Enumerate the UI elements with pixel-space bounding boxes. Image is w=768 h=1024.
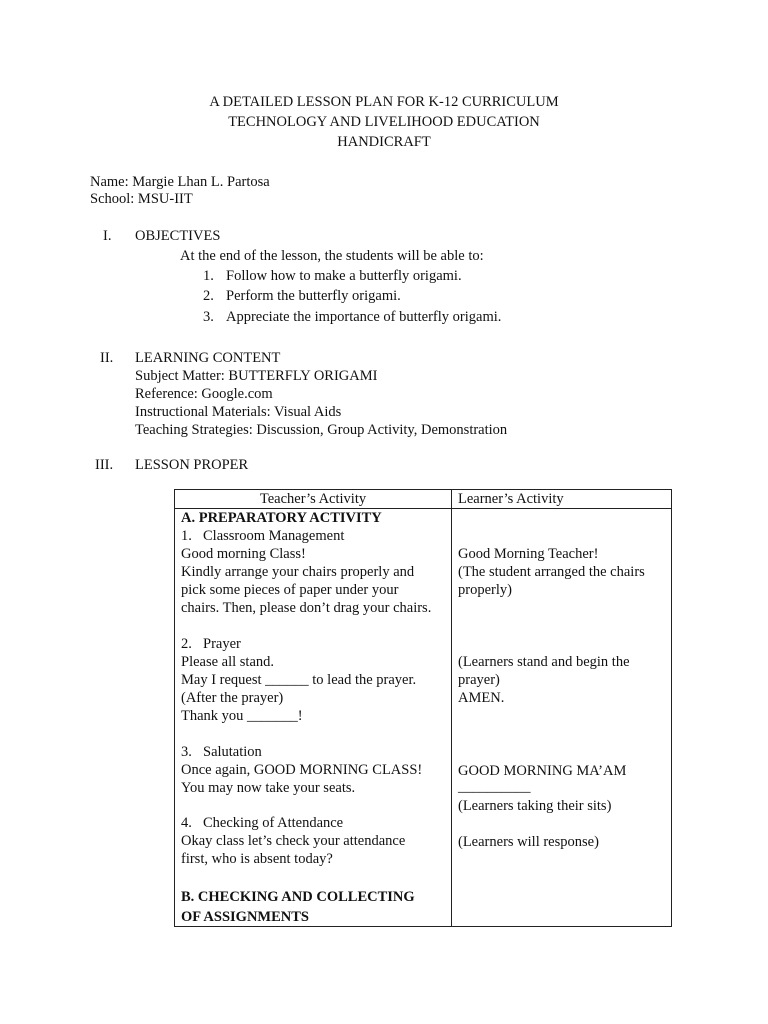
objective-item: Perform the butterfly origami. [226,288,401,304]
title-line-3: HANDICRAFT [337,134,431,150]
learner-activity-cell [452,509,672,927]
table-row [175,509,672,927]
section-a-heading: A. PREPARATORY ACTIVITY [181,510,382,526]
table-header-row [175,490,672,509]
step-heading [181,635,445,653]
objectives-intro: At the end of the lesson, the students will be able to: [180,248,484,264]
teacher-line: Okay class let’s check your attendance [181,833,406,849]
column-header-teacher: Teacher’s Activity [175,490,452,509]
objective-number: 3. [203,309,214,325]
reference: Reference: Google.com [135,386,273,402]
learner-line: GOOD MORNING MA’AM [458,763,627,779]
learner-line: prayer) [458,672,500,688]
objective-number: 2. [203,288,214,304]
teacher-line: Please all stand. [181,654,275,670]
step-title: Salutation [203,744,262,760]
teacher-line: Once again, GOOD MORNING CLASS! [181,762,423,778]
section-title-learning-content: LEARNING CONTENT [135,350,281,366]
section-title-objectives: OBJECTIVES [135,228,221,244]
teacher-line: Thank you _______! [181,708,303,724]
spacer [458,635,665,653]
learner-line: (The student arranged the chairs [458,564,645,580]
teacher-line: Good morning Class! [181,546,306,562]
title-line-1: A DETAILED LESSON PLAN FOR K-12 CURRICULUM [209,94,559,110]
teacher-line: pick some pieces of paper under your [181,582,399,598]
learner-line: (Learners will response) [458,834,599,850]
teacher-line: Kindly arrange your chairs properly and [181,564,415,580]
step-heading [181,527,445,545]
teacher-line: chairs. Then, please don’t drag your chairs. [181,600,432,616]
section-title-lesson-proper: LESSON PROPER [135,457,249,473]
learner-line: (Learners stand and begin the [458,654,630,670]
lesson-table [174,489,672,927]
spacer [458,743,665,761]
teacher-line: (After the prayer) [181,690,284,706]
section-numeral-3: III. [95,457,114,473]
spacer [458,599,665,617]
step-number: 1. [181,528,192,544]
objective-item: Follow how to make a butterfly origami. [226,268,462,284]
step-number: 4. [181,815,192,831]
teacher-name: Name: Margie Lhan L. Partosa [90,174,270,190]
spacer [181,868,445,886]
spacer [458,815,665,833]
step-heading [181,743,445,761]
step-title: Classroom Management [203,528,345,544]
section-numeral-1: I. [103,228,112,244]
spacer [181,797,445,814]
teacher-line: first, who is absent today? [181,851,333,867]
column-header-learner: Learner’s Activity [452,490,672,509]
objective-number: 1. [203,268,214,284]
spacer [458,509,665,527]
objective-item: Appreciate the importance of butterfly origami. [226,309,502,325]
instructional-materials: Instructional Materials: Visual Aids [135,404,342,420]
school-name: School: MSU-IIT [90,191,193,207]
step-number: 2. [181,636,192,652]
section-b-heading: OF ASSIGNMENTS [181,909,309,925]
learner-line: AMEN. [458,690,505,706]
teacher-line: May I request ______ to lead the prayer. [181,672,417,688]
spacer [181,617,445,635]
spacer [458,527,665,545]
spacer [458,707,665,725]
section-numeral-2: II. [100,350,114,366]
step-heading [181,814,445,832]
step-number: 3. [181,744,192,760]
step-title: Prayer [203,636,241,652]
learner-line: __________ [458,779,531,795]
section-b-heading: B. CHECKING AND COLLECTING [181,889,415,905]
spacer [458,725,665,743]
teaching-strategies: Teaching Strategies: Discussion, Group Activity, Demonstration [135,422,508,438]
spacer [181,725,445,743]
learner-line: Good Morning Teacher! [458,546,599,562]
title-line-2: TECHNOLOGY AND LIVELIHOOD EDUCATION [228,114,540,130]
learner-line: (Learners taking their sits) [458,798,612,814]
teacher-line: You may now take your seats. [181,780,356,796]
subject-matter: Subject Matter: BUTTERFLY ORIGAMI [135,368,378,384]
step-title: Checking of Attendance [203,815,344,831]
learner-line: properly) [458,582,512,598]
spacer [458,617,665,635]
teacher-activity-cell [175,509,452,927]
